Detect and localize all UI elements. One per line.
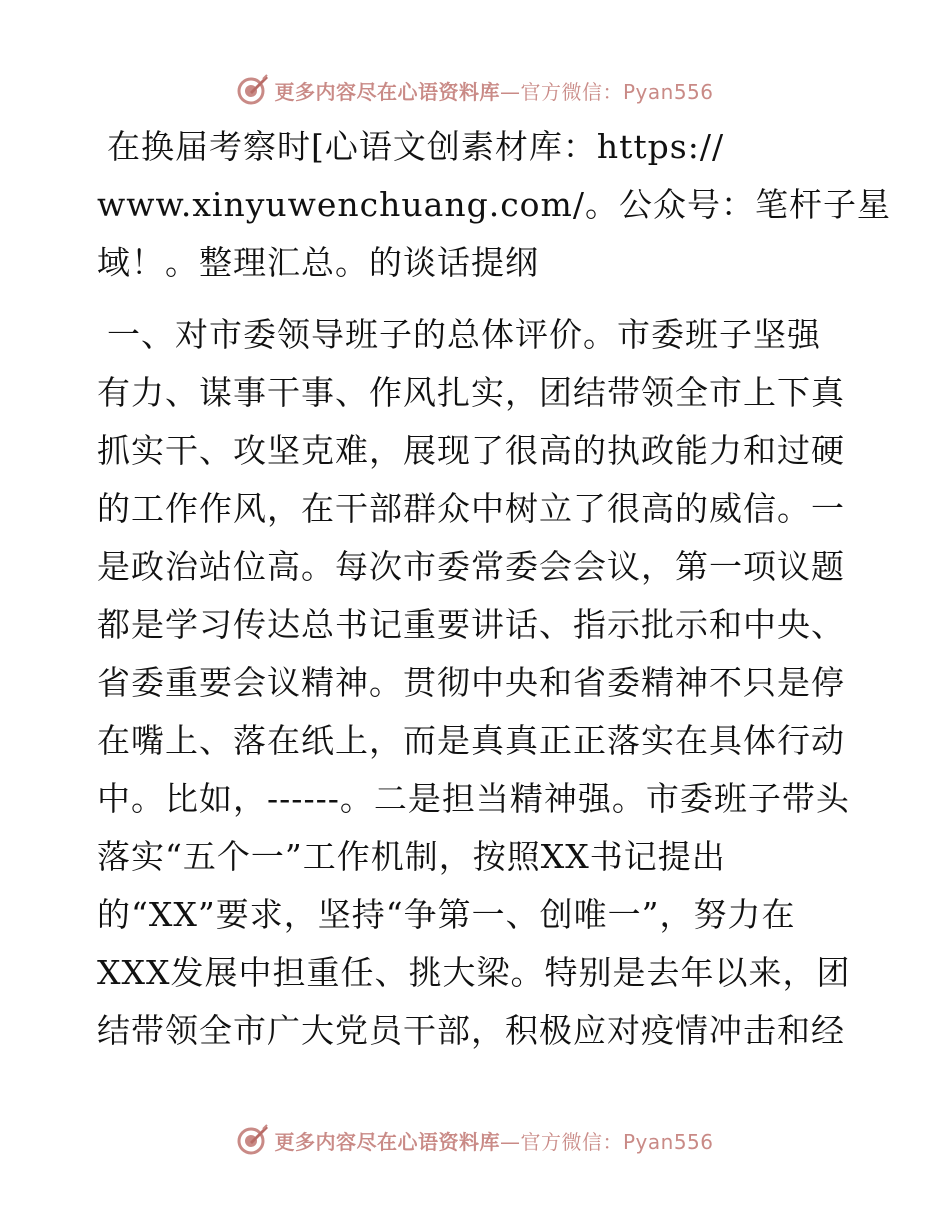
banner-main-text: 更多内容尽在心语资料库: [274, 79, 500, 104]
body-line: XXX发展中担重任、挑大梁。特别是去年以来，团: [97, 953, 851, 992]
body-line: 是政治站位高。每次市委常委会会议，第一项议题: [97, 547, 845, 586]
banner-wechat-label: 官方微信：: [520, 1129, 623, 1154]
body-line: 有力、谋事干事、作风扎实，团结带领全市上下真: [97, 373, 845, 412]
title-line: 域！。整理汇总。的谈话提纲: [97, 243, 539, 282]
banner-text: [274, 76, 713, 105]
pen-logo-icon: [236, 1123, 270, 1157]
banner-wechat-id: Pyan556: [622, 79, 714, 104]
banner-wechat-id: Pyan556: [622, 1129, 714, 1154]
banner-wechat-label: 官方微信：: [520, 79, 623, 104]
body-line: 都是学习传达总书记重要讲话、指示批示和中央、: [97, 605, 845, 644]
body-line: 中。比如，------。二是担当精神强。市委班子带头: [97, 779, 850, 818]
body-line: 的工作作风，在干部群众中树立了很高的威信。一: [97, 489, 845, 528]
title-line: www.xinyuwenchuang.com/。公众号：笔杆子星: [97, 185, 891, 224]
body-line: 落实“五个一”工作机制，按照XX书记提出: [97, 837, 726, 876]
banner-separator: —: [499, 79, 521, 104]
document-content: [97, 118, 891, 1060]
header-banner: [0, 70, 950, 110]
banner-main-text: 更多内容尽在心语资料库: [274, 1129, 500, 1154]
body-line: 抓实干、攻坚克难，展现了很高的执政能力和过硬: [97, 431, 845, 470]
banner-separator: —: [499, 1129, 521, 1154]
document-title: [97, 118, 891, 292]
footer-banner: [0, 1120, 950, 1160]
body-line: 结带领全市广大党员干部，积极应对疫情冲击和经: [97, 1011, 845, 1050]
document-body: [97, 306, 857, 1060]
title-line: 在换届考察时[心语文创素材库：https://: [107, 127, 725, 166]
body-line: 一、对市委领导班子的总体评价。市委班子坚强: [107, 315, 821, 354]
body-line: 的“XX”要求，坚持“争第一、创唯一”，努力在: [97, 895, 796, 934]
body-line: 在嘴上、落在纸上，而是真真正正落实在具体行动: [97, 721, 845, 760]
body-line: 省委重要会议精神。贯彻中央和省委精神不只是停: [97, 663, 845, 702]
pen-logo-icon: [236, 73, 270, 107]
banner-text: [274, 1126, 713, 1155]
